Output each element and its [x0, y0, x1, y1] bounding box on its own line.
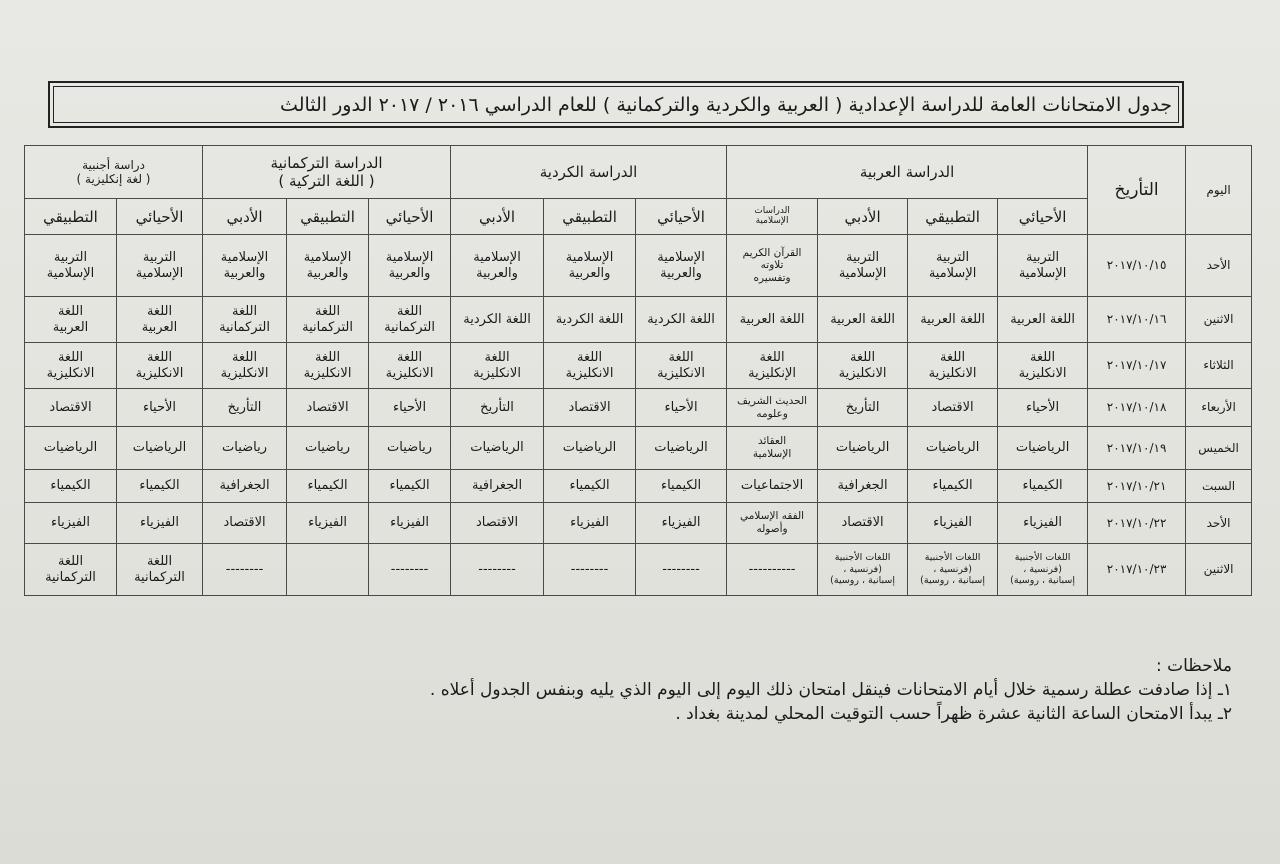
day-cell: الأحد — [1186, 503, 1252, 544]
subject-cell: الفيزياء — [636, 503, 727, 544]
subject-cell: اللغة الانكليزية — [287, 343, 369, 389]
document-title: جدول الامتحانات العامة للدراسة الإعدادية ( العربية والكردية والتركمانية ) للعام الدراسي ٢٠١٦ / ٢٠١٧ الدور الثالث — [53, 86, 1179, 123]
subject-cell: التأريخ — [818, 389, 908, 427]
date-cell: ٢٠١٧/١٠/١٨ — [1088, 389, 1186, 427]
branch-header: الأحيائي — [117, 199, 203, 235]
subject-cell: الرياضيات — [998, 427, 1088, 470]
subject-cell: الإسلامية والعربية — [369, 235, 451, 297]
subject-cell: القرآن الكريم تلاوته وتفسيره — [727, 235, 818, 297]
branch-header: الأدبي — [818, 199, 908, 235]
branch-header: التطبيقي — [908, 199, 998, 235]
subject-cell: الجغرافية — [203, 470, 287, 503]
date-cell: ٢٠١٧/١٠/١٥ — [1088, 235, 1186, 297]
subject-cell: اللغات الأجنبية (فرنسية ، إسبانية ، روسية) — [818, 544, 908, 596]
subject-cell: الفيزياء — [908, 503, 998, 544]
schedule-row — [25, 503, 1252, 544]
day-column-header: اليوم — [1186, 146, 1252, 235]
title-box — [48, 81, 1184, 128]
subject-cell: الكيمياء — [117, 470, 203, 503]
subject-cell: الإسلامية والعربية — [451, 235, 544, 297]
subject-cell: اللغة العربية — [25, 297, 117, 343]
date-cell: ٢٠١٧/١٠/١٧ — [1088, 343, 1186, 389]
arabic-study-header: الدراسة العربية — [727, 146, 1088, 199]
subject-cell: اللغة العربية — [727, 297, 818, 343]
subject-cell: الجغرافية — [818, 470, 908, 503]
subject-cell: الأحياء — [117, 389, 203, 427]
subject-cell: التربية الإسلامية — [908, 235, 998, 297]
subject-cell: الكيمياء — [287, 470, 369, 503]
subject-cell: العقائد الإسلامية — [727, 427, 818, 470]
subject-cell: الاجتماعيات — [727, 470, 818, 503]
subject-cell: اللغة العربية — [908, 297, 998, 343]
date-cell: ٢٠١٧/١٠/١٦ — [1088, 297, 1186, 343]
subject-cell: ---------- — [727, 544, 818, 596]
subject-cell: الفيزياء — [287, 503, 369, 544]
subject-cell: اللغة الكردية — [544, 297, 636, 343]
subject-cell: اللغة الانكليزية — [25, 343, 117, 389]
subject-cell: رياضيات — [369, 427, 451, 470]
branch-header: التطبيقي — [544, 199, 636, 235]
subject-cell: الاقتصاد — [287, 389, 369, 427]
branch-header: التطبيقي — [287, 199, 369, 235]
date-cell: ٢٠١٧/١٠/٢٢ — [1088, 503, 1186, 544]
subject-cell: اللغات الأجنبية (فرنسية ، إسبانية ، روسية) — [908, 544, 998, 596]
subject-cell: التأريخ — [203, 389, 287, 427]
group-header-row — [25, 146, 1252, 199]
branch-header-row — [25, 199, 1252, 235]
day-cell: الاثنين — [1186, 297, 1252, 343]
subject-cell: الكيمياء — [369, 470, 451, 503]
subject-cell: اللغة الانكليزية — [451, 343, 544, 389]
subject-cell: اللغات الأجنبية (فرنسية ، إسبانية ، روسية) — [998, 544, 1088, 596]
subject-cell: الكيمياء — [998, 470, 1088, 503]
subject-cell: اللغة العربية — [818, 297, 908, 343]
subject-cell: الأحياء — [369, 389, 451, 427]
subject-cell: اللغة الانكليزية — [636, 343, 727, 389]
subject-cell: الأحياء — [998, 389, 1088, 427]
subject-cell: الإسلامية والعربية — [544, 235, 636, 297]
subject-cell: الإسلامية والعربية — [287, 235, 369, 297]
subject-cell: التأريخ — [451, 389, 544, 427]
subject-cell: -------- — [203, 544, 287, 596]
subject-cell: اللغة الكردية — [636, 297, 727, 343]
day-cell: الخميس — [1186, 427, 1252, 470]
subject-cell: الفيزياء — [369, 503, 451, 544]
subject-cell: -------- — [544, 544, 636, 596]
branch-header: الأدبي — [451, 199, 544, 235]
subject-cell — [287, 544, 369, 596]
day-cell: الاثنين — [1186, 544, 1252, 596]
subject-cell: الرياضيات — [25, 427, 117, 470]
schedule-row — [25, 297, 1252, 343]
date-cell: ٢٠١٧/١٠/٢١ — [1088, 470, 1186, 503]
subject-cell: الاقتصاد — [203, 503, 287, 544]
subject-cell: اللغة الانكليزية — [203, 343, 287, 389]
branch-header: الأحيائي — [998, 199, 1088, 235]
day-cell: الأحد — [1186, 235, 1252, 297]
date-cell: ٢٠١٧/١٠/١٩ — [1088, 427, 1186, 470]
subject-cell: اللغة العربية — [998, 297, 1088, 343]
subject-cell: -------- — [369, 544, 451, 596]
schedule-row — [25, 389, 1252, 427]
subject-cell: الفقه الإسلامي وأصوله — [727, 503, 818, 544]
subject-cell: اللغة الانكليزية — [369, 343, 451, 389]
subject-cell: اللغة التركمانية — [287, 297, 369, 343]
note-item: ٢ـ يبدأ الامتحان الساعة الثانية عشرة ظهراً حسب التوقيت المحلي لمدينة بغداد . — [675, 704, 1232, 725]
subject-cell: الفيزياء — [117, 503, 203, 544]
subject-cell: الكيمياء — [636, 470, 727, 503]
branch-header: التطبيقي — [25, 199, 117, 235]
notes-section — [332, 654, 1232, 726]
subject-cell: اللغة الانكليزية — [117, 343, 203, 389]
subject-cell: رياضيات — [287, 427, 369, 470]
subject-cell: اللغة التركمانية — [369, 297, 451, 343]
notes-title: ملاحظات : — [1155, 656, 1232, 676]
subject-cell: الاقتصاد — [25, 389, 117, 427]
branch-header: الدراسات الإسلامية — [727, 199, 818, 235]
subject-cell: اللغة التركمانية — [117, 544, 203, 596]
schedule-row — [25, 235, 1252, 297]
subject-cell: الفيزياء — [25, 503, 117, 544]
branch-header: الأدبي — [203, 199, 287, 235]
date-cell: ٢٠١٧/١٠/٢٣ — [1088, 544, 1186, 596]
day-cell: السبت — [1186, 470, 1252, 503]
subject-cell: الاقتصاد — [544, 389, 636, 427]
subject-cell: الكيمياء — [908, 470, 998, 503]
subject-cell: الرياضيات — [818, 427, 908, 470]
kurdish-study-header: الدراسة الكردية — [451, 146, 727, 199]
subject-cell: اللغة الانكليزية — [544, 343, 636, 389]
subject-cell: الرياضيات — [117, 427, 203, 470]
subject-cell: الكيمياء — [25, 470, 117, 503]
subject-cell: التربية الإسلامية — [998, 235, 1088, 297]
subject-cell: الحديث الشريف وعلومه — [727, 389, 818, 427]
subject-cell: -------- — [636, 544, 727, 596]
subject-cell: اللغة الانكليزية — [818, 343, 908, 389]
subject-cell: رياضيات — [203, 427, 287, 470]
turkmen-study-header: الدراسة التركمانية ( اللغة التركية ) — [203, 146, 451, 199]
subject-cell: الإسلامية والعربية — [203, 235, 287, 297]
subject-cell: اللغة التركمانية — [25, 544, 117, 596]
subject-cell: اللغة العربية — [117, 297, 203, 343]
subject-cell: الفيزياء — [544, 503, 636, 544]
subject-cell: التربية الإسلامية — [818, 235, 908, 297]
exam-table-body — [25, 235, 1252, 596]
subject-cell: الجغرافية — [451, 470, 544, 503]
subject-cell: -------- — [451, 544, 544, 596]
subject-cell: الأحياء — [636, 389, 727, 427]
subject-cell: اللغة التركمانية — [203, 297, 287, 343]
exam-schedule-table — [24, 145, 1252, 596]
branch-header: الأحيائي — [369, 199, 451, 235]
subject-cell: الاقتصاد — [818, 503, 908, 544]
subject-cell: الرياضيات — [451, 427, 544, 470]
subject-cell: الاقتصاد — [451, 503, 544, 544]
schedule-row — [25, 470, 1252, 503]
subject-cell: التربية الإسلامية — [117, 235, 203, 297]
subject-cell: الفيزياء — [998, 503, 1088, 544]
subject-cell: الاقتصاد — [908, 389, 998, 427]
schedule-row — [25, 343, 1252, 389]
date-column-header: التأريخ — [1088, 146, 1186, 235]
foreign-study-header: دراسة أجنبية ( لغة إنكليزية ) — [25, 146, 203, 199]
subject-cell: الكيمياء — [544, 470, 636, 503]
subject-cell: الرياضيات — [908, 427, 998, 470]
subject-cell: الإسلامية والعربية — [636, 235, 727, 297]
day-cell: الثلاثاء — [1186, 343, 1252, 389]
schedule-row — [25, 544, 1252, 596]
subject-cell: التربية الإسلامية — [25, 235, 117, 297]
subject-cell: اللغة الكردية — [451, 297, 544, 343]
subject-cell: الرياضيات — [544, 427, 636, 470]
schedule-row — [25, 427, 1252, 470]
subject-cell: اللغة الانكليزية — [908, 343, 998, 389]
subject-cell: اللغة الإنكليزية — [727, 343, 818, 389]
subject-cell: اللغة الانكليزية — [998, 343, 1088, 389]
branch-header: الأحيائي — [636, 199, 727, 235]
note-item: ١ـ إذا صادفت عطلة رسمية خلال أيام الامتحانات فينقل امتحان ذلك اليوم إلى اليوم الذي يليه وبنفس الجدول أعلاه . — [429, 680, 1232, 701]
subject-cell: الرياضيات — [636, 427, 727, 470]
day-cell: الأربعاء — [1186, 389, 1252, 427]
